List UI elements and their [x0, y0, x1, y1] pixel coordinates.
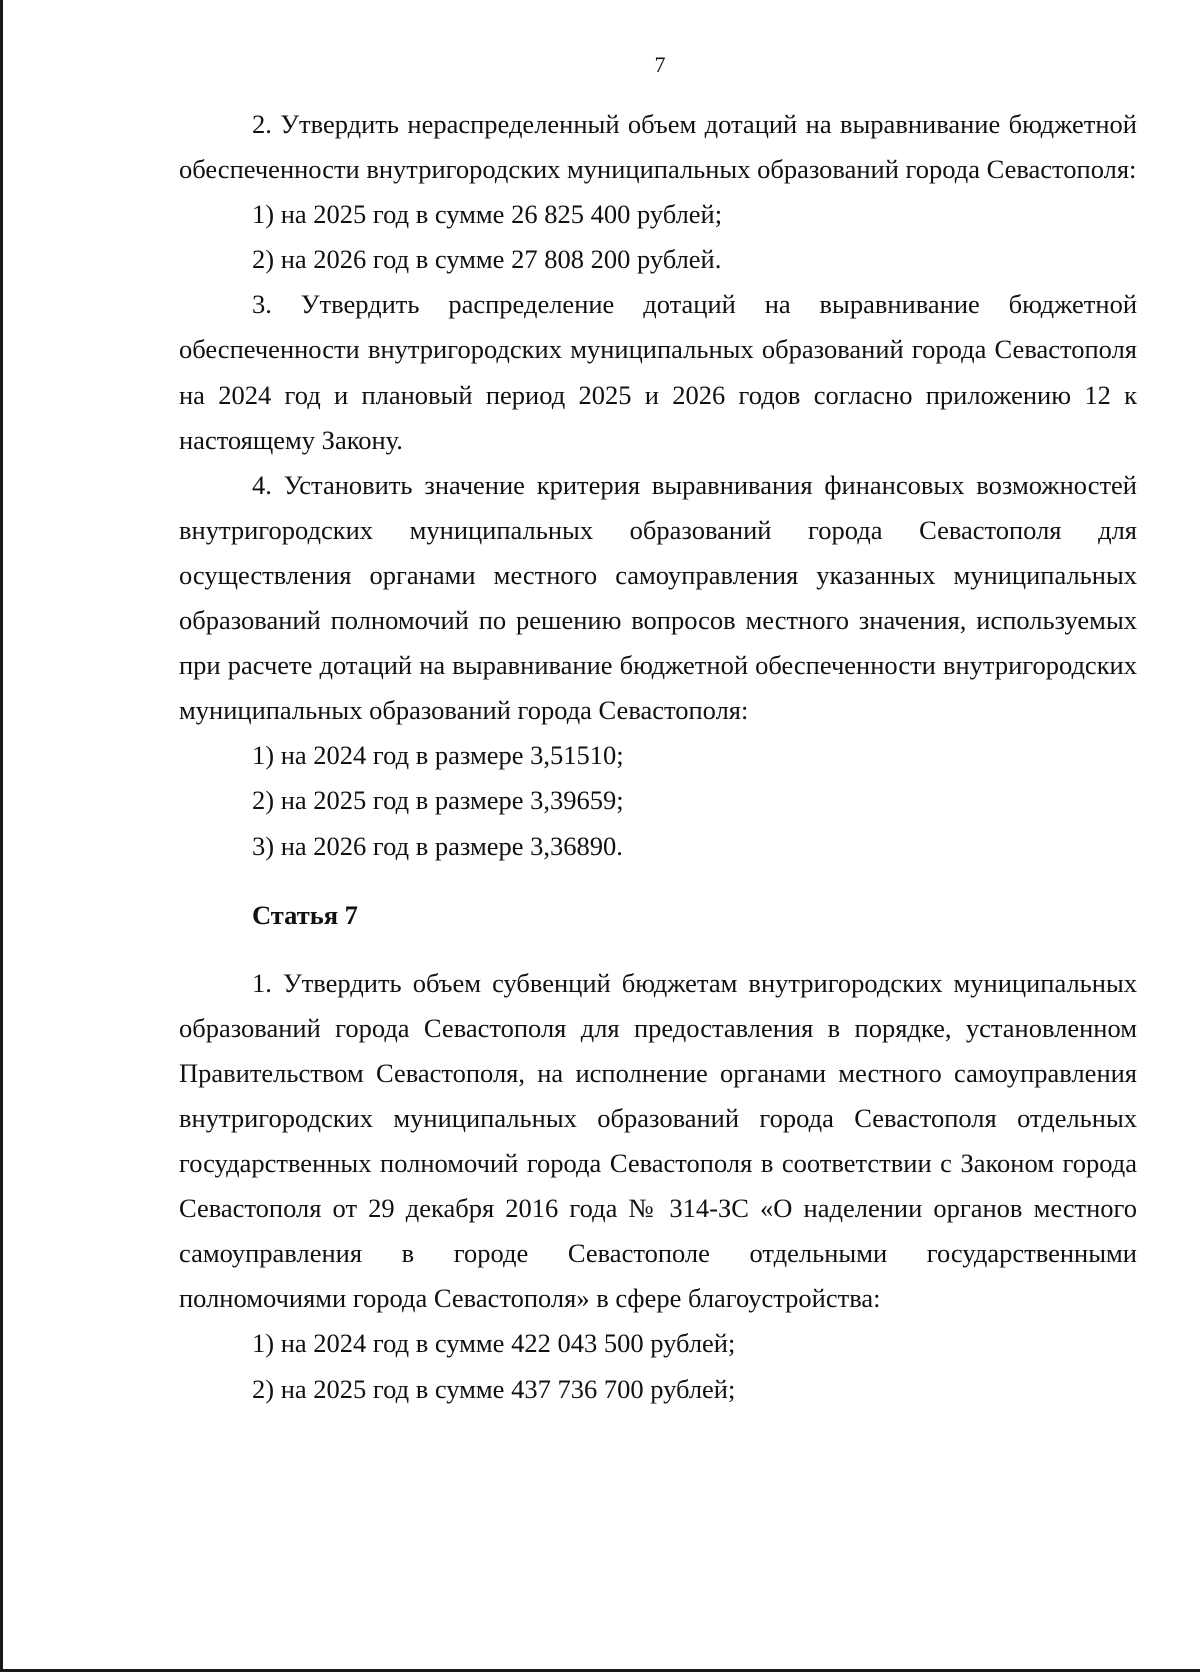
document-body — [179, 102, 1137, 1412]
list-item-2024-criterion: 1) на 2024 год в размере 3,51510; — [252, 740, 624, 771]
article-heading: Статья 7 — [252, 899, 358, 930]
list-item-2026-criterion: 3) на 2026 год в размере 3,36890. — [252, 830, 623, 861]
paragraph-1-subventions: 1. Утвердить объем субвенций бюджетам внутригородских муниципальных образований города Севастополя для предоставления в порядке, установленном Правительством Севастополя, на исполнение органами местного самоуправления внутригородских муниципальных образований города Севастополя отдельных государственных полномочий города Севастополя в соответствии с Законом города Севастополя от 29 декабря 2016 года № 314-ЗС «О наделении органов местного самоуправления в городе Севастополе отдельными государственными полномочиями города Севастополя» в сфере благоустройства: — [179, 967, 1137, 1314]
list-item-2025-criterion: 2) на 2025 год в размере 3,39659; — [252, 785, 624, 816]
scan-edge-left — [0, 0, 3, 1672]
list-item-2025-subvention: 2) на 2025 год в сумме 437 736 700 рублей; — [252, 1373, 736, 1404]
paragraph-4-criterion: 4. Установить значение критерия выравнивания финансовых возможностей внутригородских муниципальных образований города Севастополя для осуществления органами местного самоуправления указанных муниципальных образований полномочий по решению вопросов местного значения, используемых при расчете дотаций на выравнивание бюджетной обеспеченности внутригородских муниципальных образований города Севастополя: — [179, 469, 1137, 726]
page-number: 7 — [654, 52, 666, 77]
list-item-2024-subvention: 1) на 2024 год в сумме 422 043 500 рублей; — [252, 1328, 736, 1359]
list-item-2026-amount: 2) на 2026 год в сумме 27 808 200 рублей. — [252, 244, 722, 275]
paragraph-2-undistributed-subsidies: 2. Утвердить нераспределенный объем дотаций на выравнивание бюджетной обеспеченности внутригородских муниципальных образований города Севастополя: — [179, 109, 1137, 185]
paragraph-3-distribution: 3. Утвердить распределение дотаций на выравнивание бюджетной обеспеченности внутригородских муниципальных образований города Севастополя на 2024 год и плановый период 2025 и 2026 годов согласно приложению 12 к настоящему Закону. — [179, 289, 1137, 455]
list-item-2025-amount: 1) на 2025 год в сумме 26 825 400 рублей; — [252, 199, 723, 230]
